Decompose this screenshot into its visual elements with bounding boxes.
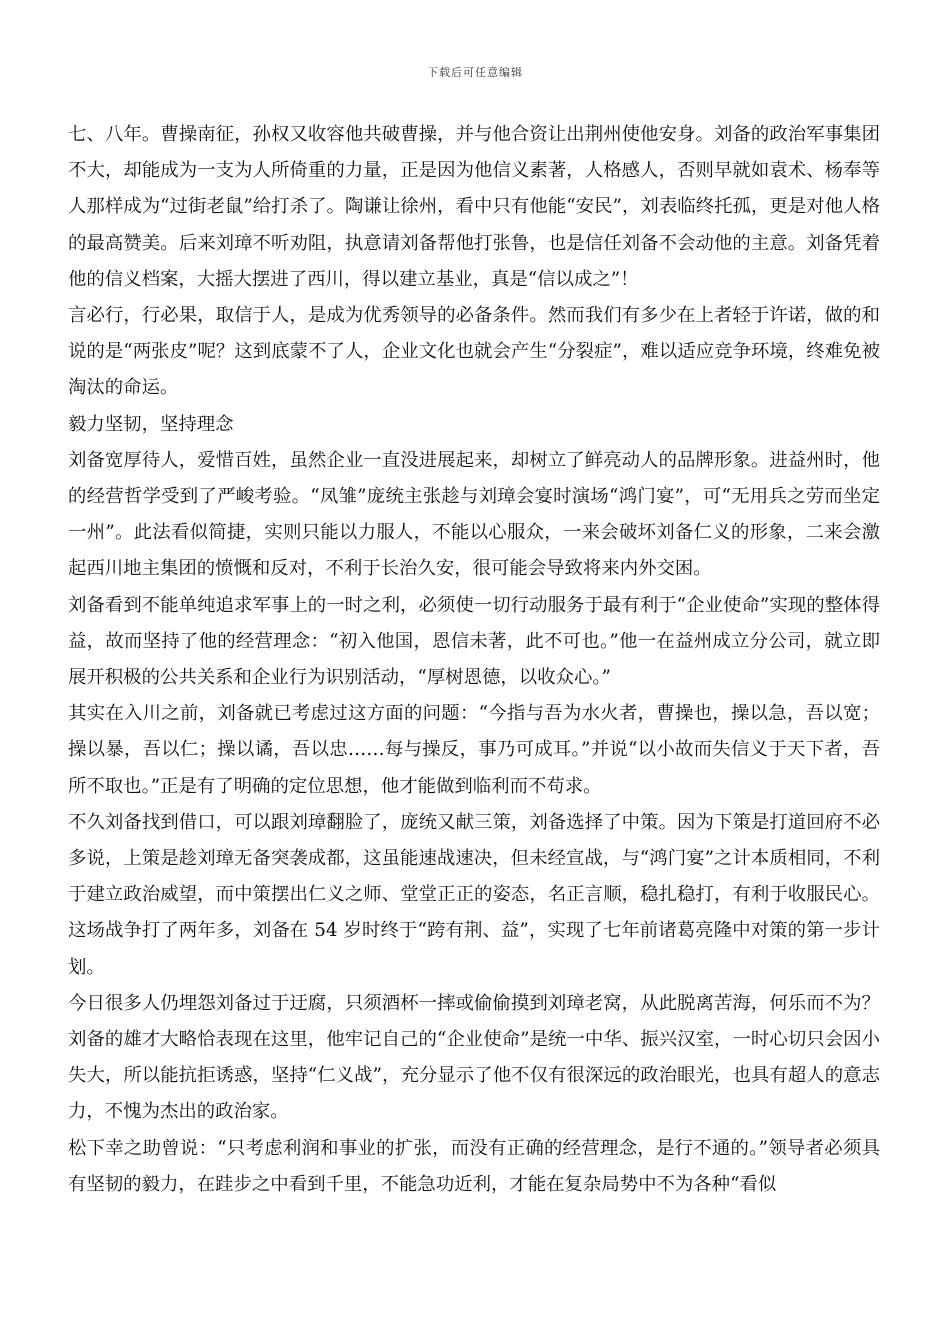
paragraph-1: 七、八年。曹操南征，孙权又收容他共破曹操，并与他合资让出荆州使他安身。刘备的政治军事集团不大，却能成为一支为人所倚重的力量，正是因为他信义素著，人格感人，否则早就如袁术、杨奉等人那样成为“过街老鼠”给打杀了。陶谦让徐州，看中只有他能“安民”，刘表临终托孤，更是对他人格的最高赞美。后来刘璋不听劝阻，执意请刘备帮他打张鲁，也是信任刘备不会动他的主意。刘备凭着他的信义档案，大摇大摆进了西川，得以建立基业，真是“信以成之”！ bbox=[68, 124, 880, 290]
paragraph-4: 刘备看到不能单纯追求军事上的一时之利，必须使一切行动服务于最有利于“企业使命”实现的整体得益，故而坚持了他的经营理念：“初入他国，恩信未著，此不可也。”他一在益州成立分公司，就立即展开积极的公共关系和企业行为识别活动，“厚树恩德，以收众心。” bbox=[68, 594, 880, 689]
paragraph-5: 其实在入川之前，刘备就已考虑过这方面的问题：“今指与吾为水火者，曹操也，操以急，吾以宽；操以暴，吾以仁；操以谲，吾以忠……每与操反，事乃可成耳。”并说“以小故而失信义于天下者，吾所不取也。”正是有了明确的定位思想，他才能做到临利而不苟求。 bbox=[68, 703, 880, 797]
document-body bbox=[68, 117, 880, 1203]
paragraph-6: 不久刘备找到借口，可以跟刘璋翻脸了，庞统又献三策，刘备选择了中策。因为下策是打道回府不必多说，上策是趁刘璋无备突袭成都，这虽能速战速决，但未经宣战，与“鸿门宴”之计本质相同，不利于建立政治威望，而中策摆出仁义之师、堂堂正正的姿态，名正言顺，稳扎稳打，有利于收服民心。这场战争打了两年多，刘备在 54 岁时终于“跨有荆、益”，实现了七年前诸葛亮隆中对策的第一步计划。 bbox=[68, 811, 880, 978]
paragraph-2: 言必行，行必果，取信于人，是成为优秀领导的必备条件。然而我们有多少在上者轻于许诺，做的和说的是“两张皮”呢？这到底蒙不了人，企业文化也就会产生“分裂症”，难以适应竞争环境，终难免被淘汰的命运。 bbox=[68, 305, 880, 399]
paragraph-7: 今日很多人仍埋怨刘备过于迂腐，只须酒杯一摔或偷偷摸到刘璋老窝，从此脱离苦海，何乐而不为？刘备的雄才大略恰表现在这里，他牢记自己的“企业使命”是统一中华、振兴汉室，一时心切只会因小失大，所以能抗拒诱惑，坚持“仁义战”，充分显示了他不仅有很深远的政治眼光，也具有超人的意志力，不愧为杰出的政治家。 bbox=[68, 992, 880, 1123]
paragraph-8: 松下幸之助曾说：“只考虑利润和事业的扩张，而没有正确的经营理念，是行不通的。”领导者必须具有坚韧的毅力，在跬步之中看到千里，不能急功近利，才能在复杂局势中不为各种“看似 bbox=[68, 1137, 880, 1195]
section-heading: 毅力坚韧，坚持理念 bbox=[68, 413, 234, 435]
page-header: 下载后可任意编辑 bbox=[427, 66, 523, 79]
paragraph-3: 刘备宽厚待人，爱惜百姓，虽然企业一直没进展起来，却树立了鲜亮动人的品牌形象。进益州时，他的经营哲学受到了严峻考验。“凤雏”庞统主张趁与刘璋会宴时演场“鸿门宴”，可“无用兵之劳而坐定一州”。此法看似简捷，实则只能以力服人，不能以心服众，一来会破坏刘备仁义的形象，二来会激起西川地主集团的愤慨和反对，不利于长治久安，很可能会导致将来内外交困。 bbox=[68, 449, 880, 580]
